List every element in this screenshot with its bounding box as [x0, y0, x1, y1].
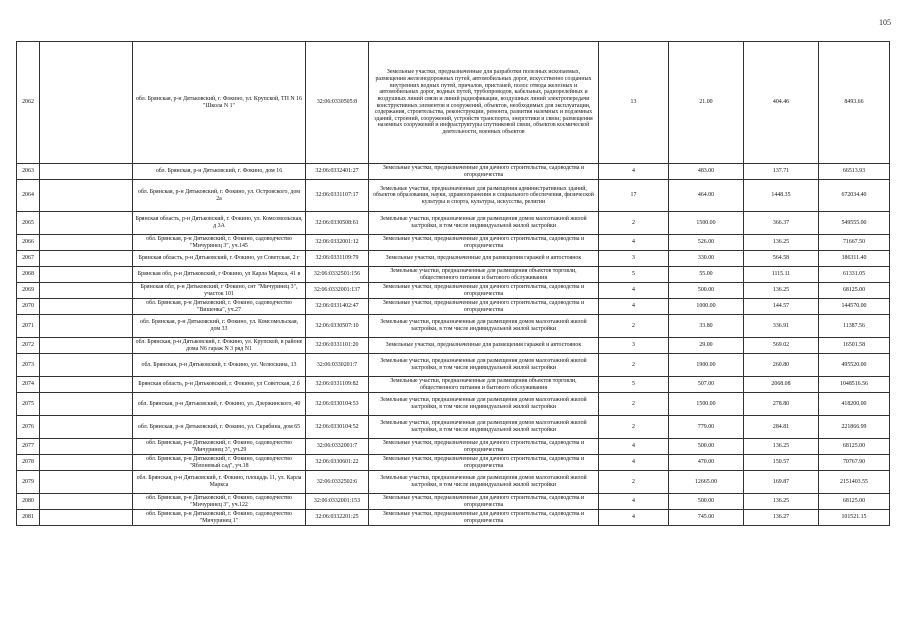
- area-cell: 526.00: [669, 235, 744, 251]
- cadastral-value-cell: 61331.05: [819, 267, 890, 283]
- table-row: [17, 338, 890, 354]
- permitted-use-cell: Земельные участки, предназначенные для дачного строительства, садоводства и огородничества: [369, 510, 599, 526]
- row-number-cell: 2079: [17, 471, 40, 494]
- zone-number-cell: 2: [599, 471, 669, 494]
- blank-cell: [40, 471, 133, 494]
- permitted-use-cell: Земельные участки, предназначенные для размещения домов малоэтажной жилой застройки, в том числе индивидуальной жилой застройки: [369, 471, 599, 494]
- row-number-cell: 2071: [17, 315, 40, 338]
- cadastral-number-cell: 32:06:0331101:20: [306, 338, 369, 354]
- specific-value-cell: 404.46: [744, 42, 819, 164]
- area-cell: 29.00: [669, 338, 744, 354]
- cadastral-value-cell: 70767.90: [819, 455, 890, 471]
- specific-value-cell: 1115.11: [744, 267, 819, 283]
- row-number-cell: 2063: [17, 164, 40, 180]
- zone-number-cell: 5: [599, 267, 669, 283]
- permitted-use-cell: Земельные участки, предназначенные для дачного строительства, садоводства и огородничества: [369, 494, 599, 510]
- blank-cell: [40, 393, 133, 416]
- address-cell: обл. Брянская, р-н Дятьковский, г. Фокино, ул. Крупской, в районе дома N6 гараж N 3 ряд N1: [133, 338, 306, 354]
- address-cell: обл. Брянская, р-н Дятьковский, г. Фокино, ул. Крупской, ТП N 16 "Школа N 1": [133, 42, 306, 164]
- permitted-use-cell: Земельные участки, предназначенные для размещения домов малоэтажной жилой застройки, в том числе индивидуальной жилой застройки: [369, 354, 599, 377]
- cadastral-number-cell: 32:06:0332501:156: [306, 267, 369, 283]
- permitted-use-cell: Земельные участки, предназначенные для размещения гаражей и автостоянок: [369, 251, 599, 267]
- table-row: [17, 471, 890, 494]
- area-cell: 464.00: [669, 180, 744, 212]
- row-number-cell: 2064: [17, 180, 40, 212]
- address-cell: Брянская обл, р-н Дятьковский, г Фокино, снт "Мичуринец 3", участок 101: [133, 283, 306, 299]
- permitted-use-cell: Земельные участки, предназначенные для дачного строительства, садоводства и огородничества: [369, 455, 599, 471]
- cadastral-number-cell: 32:06:0330601:22: [306, 455, 369, 471]
- cadastral-number-cell: 32:06:0332401:27: [306, 164, 369, 180]
- blank-cell: [40, 164, 133, 180]
- blank-cell: [40, 283, 133, 299]
- cadastral-number-cell: 32:06:0330507:10: [306, 315, 369, 338]
- area-cell: 21.00: [669, 42, 744, 164]
- cadastral-number-cell: 32:06:0330104:53: [306, 393, 369, 416]
- specific-value-cell: 278.80: [744, 393, 819, 416]
- cadastral-value-cell: 1048516.56: [819, 377, 890, 393]
- address-cell: обл. Брянская, р-н Дятьковский, г. Фокино, дом 16: [133, 164, 306, 180]
- blank-cell: [40, 338, 133, 354]
- zone-number-cell: 4: [599, 494, 669, 510]
- cadastral-value-cell: 144570.00: [819, 299, 890, 315]
- address-cell: обл. Брянская, р-н Дятьковский, г. Фокино, площадь 11, ул. Карла Маркса: [133, 471, 306, 494]
- permitted-use-cell: Земельные участки, предназначенные для разработки полезных ископаемых, размещения железнодорожных путей, автомобильных дорог, искусственно созданных внутренних водных путей, причалов, пристаней, полос отвода железных и автомобильных дорог, водных путей, трубопроводов, кабельных, радиорелейных и воздушных линий связи и линий радиофикации, воздушных линий электропередачи конструктивных элементов и сооружений, объектов, необходимых для эксплуатации, содержания, строительства, реконструкции, ремонта, развития наземных и подземных зданий, строений, сооружений, устройств транспорта, энергетики и связи; размещения наземных сооружений и инфраструктуры спутниковой связи, объектов космической деятельности, военных объектов: [369, 42, 599, 164]
- permitted-use-cell: Земельные участки, предназначенные для размещения домов малоэтажной жилой застройки, в том числе индивидуальной жилой застройки: [369, 393, 599, 416]
- specific-value-cell: 1448.35: [744, 180, 819, 212]
- permitted-use-cell: Земельные участки, предназначенные для дачного строительства, садоводства и огородничества: [369, 235, 599, 251]
- table-row: [17, 439, 890, 455]
- permitted-use-cell: Земельные участки, предназначенные для размещения домов малоэтажной жилой застройки, в том числе индивидуальной жилой застройки: [369, 212, 599, 235]
- address-cell: Брянская обл, р-н Дятьковский, г Фокино, ул Карла Маркса, 41 в: [133, 267, 306, 283]
- blank-cell: [40, 494, 133, 510]
- zone-number-cell: 2: [599, 212, 669, 235]
- permitted-use-cell: Земельные участки, предназначенные для размещения объектов торговли, общественного питания и бытового обслуживания: [369, 377, 599, 393]
- cadastral-value-cell: 495520.00: [819, 354, 890, 377]
- table-row: [17, 377, 890, 393]
- table-row: [17, 393, 890, 416]
- table-row: [17, 235, 890, 251]
- address-cell: Брянская область, р-н Дятьковский, г. Фокино, ул Советская, 2 б: [133, 377, 306, 393]
- area-cell: 745.00: [669, 510, 744, 526]
- table-row: [17, 283, 890, 299]
- table-row: [17, 180, 890, 212]
- table-row: [17, 455, 890, 471]
- cadastral-value-cell: 71667.50: [819, 235, 890, 251]
- address-cell: обл. Брянская, р-н Дятьковский, г. Фокино, садоводчество "Мичуринец 1": [133, 510, 306, 526]
- specific-value-cell: 569.02: [744, 338, 819, 354]
- cadastral-number-cell: 32:06:0332001:153: [306, 494, 369, 510]
- table-row: [17, 212, 890, 235]
- table-row: [17, 42, 890, 164]
- area-cell: 12665.00: [669, 471, 744, 494]
- row-number-cell: 2073: [17, 354, 40, 377]
- zone-number-cell: 4: [599, 439, 669, 455]
- cadastral-value-cell: 8493.66: [819, 42, 890, 164]
- address-cell: обл. Брянская, р-н Дятьковский, г. Фокино, ул. Скрябина, дом 65: [133, 416, 306, 439]
- blank-cell: [40, 251, 133, 267]
- zone-number-cell: 4: [599, 299, 669, 315]
- zone-number-cell: 2: [599, 393, 669, 416]
- cadastral-value-cell: 418200.00: [819, 393, 890, 416]
- blank-cell: [40, 42, 133, 164]
- address-cell: обл. Брянская, р-н Дятьковский, г. Фокино, садоводчество "Яблоневый сад", уч.18: [133, 455, 306, 471]
- zone-number-cell: 2: [599, 354, 669, 377]
- row-number-cell: 2070: [17, 299, 40, 315]
- area-cell: 779.00: [669, 416, 744, 439]
- row-number-cell: 2075: [17, 393, 40, 416]
- cadastral-number-cell: 32:06:0330505:8: [306, 42, 369, 164]
- blank-cell: [40, 377, 133, 393]
- area-cell: 1500.00: [669, 212, 744, 235]
- zone-number-cell: 13: [599, 42, 669, 164]
- row-number-cell: 2078: [17, 455, 40, 471]
- specific-value-cell: 284.81: [744, 416, 819, 439]
- table-row: [17, 164, 890, 180]
- table-row: [17, 299, 890, 315]
- blank-cell: [40, 354, 133, 377]
- zone-number-cell: 4: [599, 283, 669, 299]
- cadastral-number-cell: 32:06:0330104:52: [306, 416, 369, 439]
- row-number-cell: 2080: [17, 494, 40, 510]
- area-cell: 33.80: [669, 315, 744, 338]
- area-cell: 507.00: [669, 377, 744, 393]
- area-cell: 1900.00: [669, 354, 744, 377]
- cadastral-value-cell: 186311.40: [819, 251, 890, 267]
- blank-cell: [40, 315, 133, 338]
- row-number-cell: 2069: [17, 283, 40, 299]
- row-number-cell: 2062: [17, 42, 40, 164]
- cadastral-value-cell: 16501.58: [819, 338, 890, 354]
- area-cell: 1500.00: [669, 393, 744, 416]
- specific-value-cell: 137.71: [744, 164, 819, 180]
- row-number-cell: 2066: [17, 235, 40, 251]
- row-number-cell: 2081: [17, 510, 40, 526]
- cadastral-value-cell: 66513.93: [819, 164, 890, 180]
- blank-cell: [40, 439, 133, 455]
- cadastral-number-cell: 32:06:0330508:61: [306, 212, 369, 235]
- specific-value-cell: 136.25: [744, 235, 819, 251]
- cadastral-number-cell: 32:06:0332001:137: [306, 283, 369, 299]
- specific-value-cell: 150.57: [744, 455, 819, 471]
- permitted-use-cell: Земельные участки, предназначенные для размещения домов малоэтажной жилой застройки, в том числе индивидуальной жилой застройки: [369, 315, 599, 338]
- address-cell: обл. Брянская, р-н Дятьковский, г. Фокино, ул. Островского, дом 2а: [133, 180, 306, 212]
- zone-number-cell: 3: [599, 338, 669, 354]
- area-cell: 500.00: [669, 494, 744, 510]
- cadastral-value-cell: 68125.00: [819, 439, 890, 455]
- zone-number-cell: 17: [599, 180, 669, 212]
- cadastral-number-cell: 32:06:0331402:47: [306, 299, 369, 315]
- address-cell: обл. Брянская, р-н Дятьковский, г. Фокино, ул. Дзержинского, 40: [133, 393, 306, 416]
- specific-value-cell: 169.87: [744, 471, 819, 494]
- blank-cell: [40, 510, 133, 526]
- permitted-use-cell: Земельные участки, предназначенные для дачного строительства, садоводства и огородничества: [369, 299, 599, 315]
- cadastral-number-cell: 32:06:0332001:7: [306, 439, 369, 455]
- permitted-use-cell: Земельные участки, предназначенные для дачного строительства, садоводства и огородничества: [369, 439, 599, 455]
- row-number-cell: 2077: [17, 439, 40, 455]
- table-row: [17, 315, 890, 338]
- table-body: [17, 42, 890, 526]
- area-cell: 470.00: [669, 455, 744, 471]
- cadastral-number-cell: 32:06:0332502:6: [306, 471, 369, 494]
- area-cell: 483.00: [669, 164, 744, 180]
- specific-value-cell: 336.91: [744, 315, 819, 338]
- table-row: [17, 416, 890, 439]
- table-row: [17, 494, 890, 510]
- address-cell: обл. Брянская, р-н Дятьковский, г. Фокино, садоводчество "Мичуринец 3", уч.122: [133, 494, 306, 510]
- blank-cell: [40, 267, 133, 283]
- zone-number-cell: 4: [599, 164, 669, 180]
- zone-number-cell: 2: [599, 315, 669, 338]
- permitted-use-cell: Земельные участки, предназначенные для дачного строительства, садоводства и огородничества: [369, 164, 599, 180]
- permitted-use-cell: Земельные участки, предназначенные для размещения административных зданий, объектов образования, науки, здравоохранения и социального обеспечения, физической культуры и спорта, культуры, искусства, религии: [369, 180, 599, 212]
- area-cell: 500.00: [669, 439, 744, 455]
- area-cell: 500.00: [669, 283, 744, 299]
- permitted-use-cell: Земельные участки, предназначенные для дачного строительства, садоводства и огородничества: [369, 283, 599, 299]
- specific-value-cell: 136.25: [744, 494, 819, 510]
- area-cell: 55.00: [669, 267, 744, 283]
- address-cell: обл. Брянская, р-н Дятьковский, г. Фокино, садоводчество "Вишенка", уч.27: [133, 299, 306, 315]
- row-number-cell: 2074: [17, 377, 40, 393]
- address-cell: обл. Брянская, р-н Дятьковский, г. Фокино, ул. Челюскина, 13: [133, 354, 306, 377]
- cadastral-value-cell: 672034.40: [819, 180, 890, 212]
- cadastral-number-cell: 32:06:0331107:17: [306, 180, 369, 212]
- land-parcels-table: [16, 41, 890, 526]
- zone-number-cell: 4: [599, 510, 669, 526]
- table-row: [17, 267, 890, 283]
- cadastral-value-cell: 68125.00: [819, 494, 890, 510]
- cadastral-number-cell: 32:06:0331109:79: [306, 251, 369, 267]
- specific-value-cell: 144.57: [744, 299, 819, 315]
- blank-cell: [40, 212, 133, 235]
- specific-value-cell: 136.27: [744, 510, 819, 526]
- table-row: [17, 251, 890, 267]
- cadastral-value-cell: 101521.15: [819, 510, 890, 526]
- table-row: [17, 510, 890, 526]
- address-cell: Брянская область, р-н Дятьковский, г. Фокино, ул. Комсомольская, д 3А: [133, 212, 306, 235]
- row-number-cell: 2065: [17, 212, 40, 235]
- specific-value-cell: 260.80: [744, 354, 819, 377]
- specific-value-cell: 136.25: [744, 283, 819, 299]
- specific-value-cell: 564.58: [744, 251, 819, 267]
- blank-cell: [40, 455, 133, 471]
- zone-number-cell: 4: [599, 235, 669, 251]
- cadastral-value-cell: 549555.00: [819, 212, 890, 235]
- permitted-use-cell: Земельные участки, предназначенные для размещения домов малоэтажной жилой застройки, в том числе индивидуальной жилой застройки: [369, 416, 599, 439]
- area-cell: 330.00: [669, 251, 744, 267]
- address-cell: обл. Брянская, р-н Дятьковский, г. Фокино, садоводчество "Мичуринец 3", уч.145: [133, 235, 306, 251]
- blank-cell: [40, 180, 133, 212]
- permitted-use-cell: Земельные участки, предназначенные для размещения гаражей и автостоянок: [369, 338, 599, 354]
- row-number-cell: 2068: [17, 267, 40, 283]
- page-number: 105: [879, 18, 891, 27]
- address-cell: обл. Брянская, р-н Дятьковский, г. Фокино, ул. Комсомольская, дом 33: [133, 315, 306, 338]
- cadastral-number-cell: 32:06:0330201:7: [306, 354, 369, 377]
- blank-cell: [40, 299, 133, 315]
- table-row: [17, 354, 890, 377]
- zone-number-cell: 5: [599, 377, 669, 393]
- row-number-cell: 2072: [17, 338, 40, 354]
- row-number-cell: 2076: [17, 416, 40, 439]
- cadastral-value-cell: 221866.99: [819, 416, 890, 439]
- cadastral-value-cell: 68125.00: [819, 283, 890, 299]
- cadastral-number-cell: 32:06:0331109:82: [306, 377, 369, 393]
- specific-value-cell: 136.25: [744, 439, 819, 455]
- zone-number-cell: 2: [599, 416, 669, 439]
- permitted-use-cell: Земельные участки, предназначенные для размещения объектов торговли, общественного питания и бытового обслуживания: [369, 267, 599, 283]
- area-cell: 1000.00: [669, 299, 744, 315]
- zone-number-cell: 3: [599, 251, 669, 267]
- blank-cell: [40, 235, 133, 251]
- specific-value-cell: 2068.08: [744, 377, 819, 393]
- address-cell: Брянская область, р-н Дятьковский, г. Фокино, ул Советская, 2 г: [133, 251, 306, 267]
- cadastral-value-cell: 11387.56: [819, 315, 890, 338]
- zone-number-cell: 4: [599, 455, 669, 471]
- address-cell: обл. Брянская, р-н Дятьковский, г. Фокино, садоводчество "Мичуринец 3", уч.29: [133, 439, 306, 455]
- cadastral-number-cell: 32:06:0332001:12: [306, 235, 369, 251]
- cadastral-number-cell: 32:06:0332201:25: [306, 510, 369, 526]
- row-number-cell: 2067: [17, 251, 40, 267]
- blank-cell: [40, 416, 133, 439]
- specific-value-cell: 366.37: [744, 212, 819, 235]
- cadastral-value-cell: 2151403.55: [819, 471, 890, 494]
